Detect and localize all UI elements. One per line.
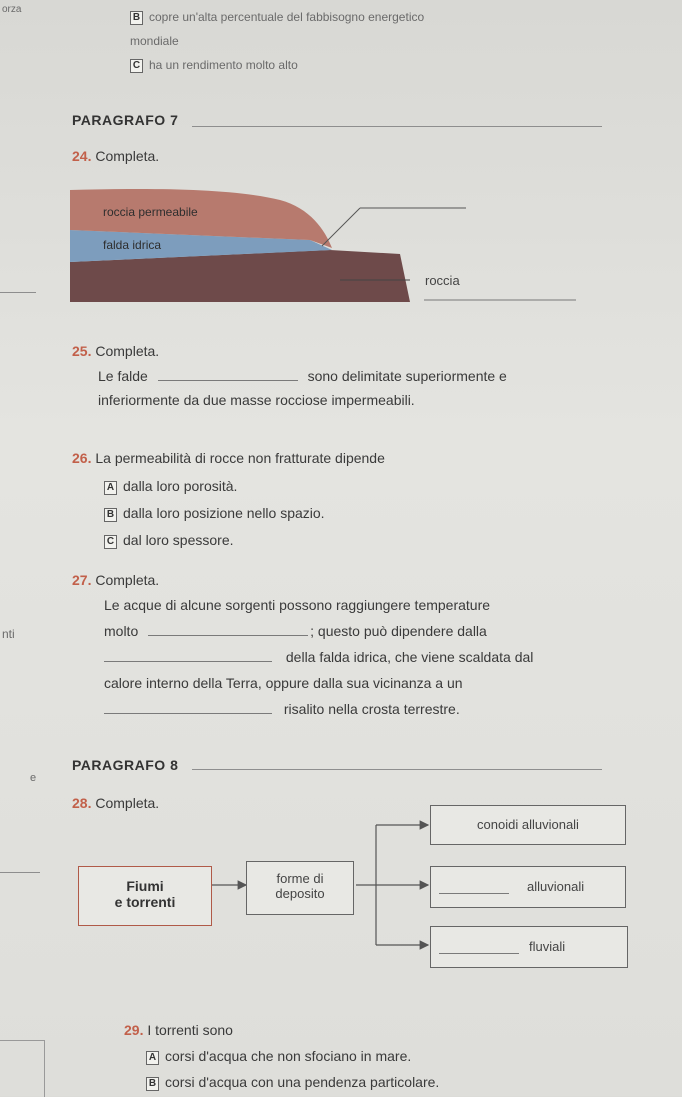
q26-header: 26. La permeabilità di rocce non fratturate dipende	[72, 450, 385, 466]
q28-blank-1[interactable]	[439, 893, 509, 894]
q29-option-b[interactable]: B corsi d'acqua con una pendenza particolare.	[146, 1074, 439, 1091]
prev-option-b: B copre un'alta percentuale del fabbisogno energetico	[130, 10, 424, 25]
q29-header: 29. I torrenti sono	[124, 1022, 233, 1038]
paragraph-7-title: PARAGRAFO 7	[72, 112, 179, 128]
label-rock-permeable: roccia permeabile	[103, 205, 198, 219]
q27-line2: molto ; questo può dipendere dalla	[104, 623, 487, 639]
q26-option-b[interactable]: B dalla loro posizione nello spazio.	[104, 505, 325, 522]
q27-line3: della falda idrica, che viene scaldata dal	[104, 649, 533, 665]
q28-blank-2[interactable]	[439, 953, 519, 954]
q29-option-a[interactable]: A corsi d'acqua che non sfociano in mare.	[146, 1048, 411, 1065]
pointer-line	[322, 208, 360, 246]
q27-blank-2[interactable]	[104, 661, 272, 662]
box-fluviali: fluviali	[430, 926, 628, 968]
box-conoidi: conoidi alluvionali	[430, 805, 626, 845]
margin-text-top: orza	[2, 4, 22, 15]
q27-header: 27. Completa.	[72, 572, 160, 588]
box-rivers-torrents: Fiumi e torrenti	[78, 866, 212, 926]
q27-line1: Le acque di alcune sorgenti possono raggiungere temperature	[104, 597, 491, 613]
prev-option-c: C ha un rendimento molto alto	[130, 58, 298, 73]
q27-line4: calore interno della Terra, oppure dalla sua vicinanza a un	[104, 675, 463, 691]
margin-text-nti: nti	[2, 627, 15, 641]
label-rock: roccia	[425, 273, 460, 288]
q24-header: 24. Completa.	[72, 148, 160, 164]
box-deposit-forms: forme di deposito	[246, 861, 354, 915]
margin-box	[0, 1040, 45, 1097]
q25-line1: Le falde sono delimitate superiormente e	[98, 368, 507, 384]
q27-blank-3[interactable]	[104, 713, 272, 714]
margin-text-e: e	[30, 772, 37, 784]
q27-blank-1[interactable]	[148, 635, 308, 636]
q25-line2: inferiormente da due masse rocciose impermeabili.	[98, 392, 415, 408]
q26-option-c[interactable]: C dal loro spessore.	[104, 532, 234, 549]
q26-option-a[interactable]: A dalla loro porosità.	[104, 478, 237, 495]
q25-blank[interactable]	[158, 380, 298, 381]
q28-header: 28. Completa.	[72, 795, 160, 811]
paragraph-8-title: PARAGRAFO 8	[72, 757, 179, 773]
q25-header: 25. Completa.	[72, 343, 160, 359]
label-aquifer: falda idrica	[103, 238, 162, 252]
box-alluvionali: alluvionali	[430, 866, 626, 908]
q27-line5: risalito nella crosta terrestre.	[104, 701, 460, 717]
prev-option-b-cont: mondiale	[130, 34, 179, 48]
margin-line	[0, 872, 40, 873]
margin-line	[0, 292, 36, 293]
paragraph-7-rule	[192, 126, 602, 127]
paragraph-8-rule	[192, 769, 602, 770]
